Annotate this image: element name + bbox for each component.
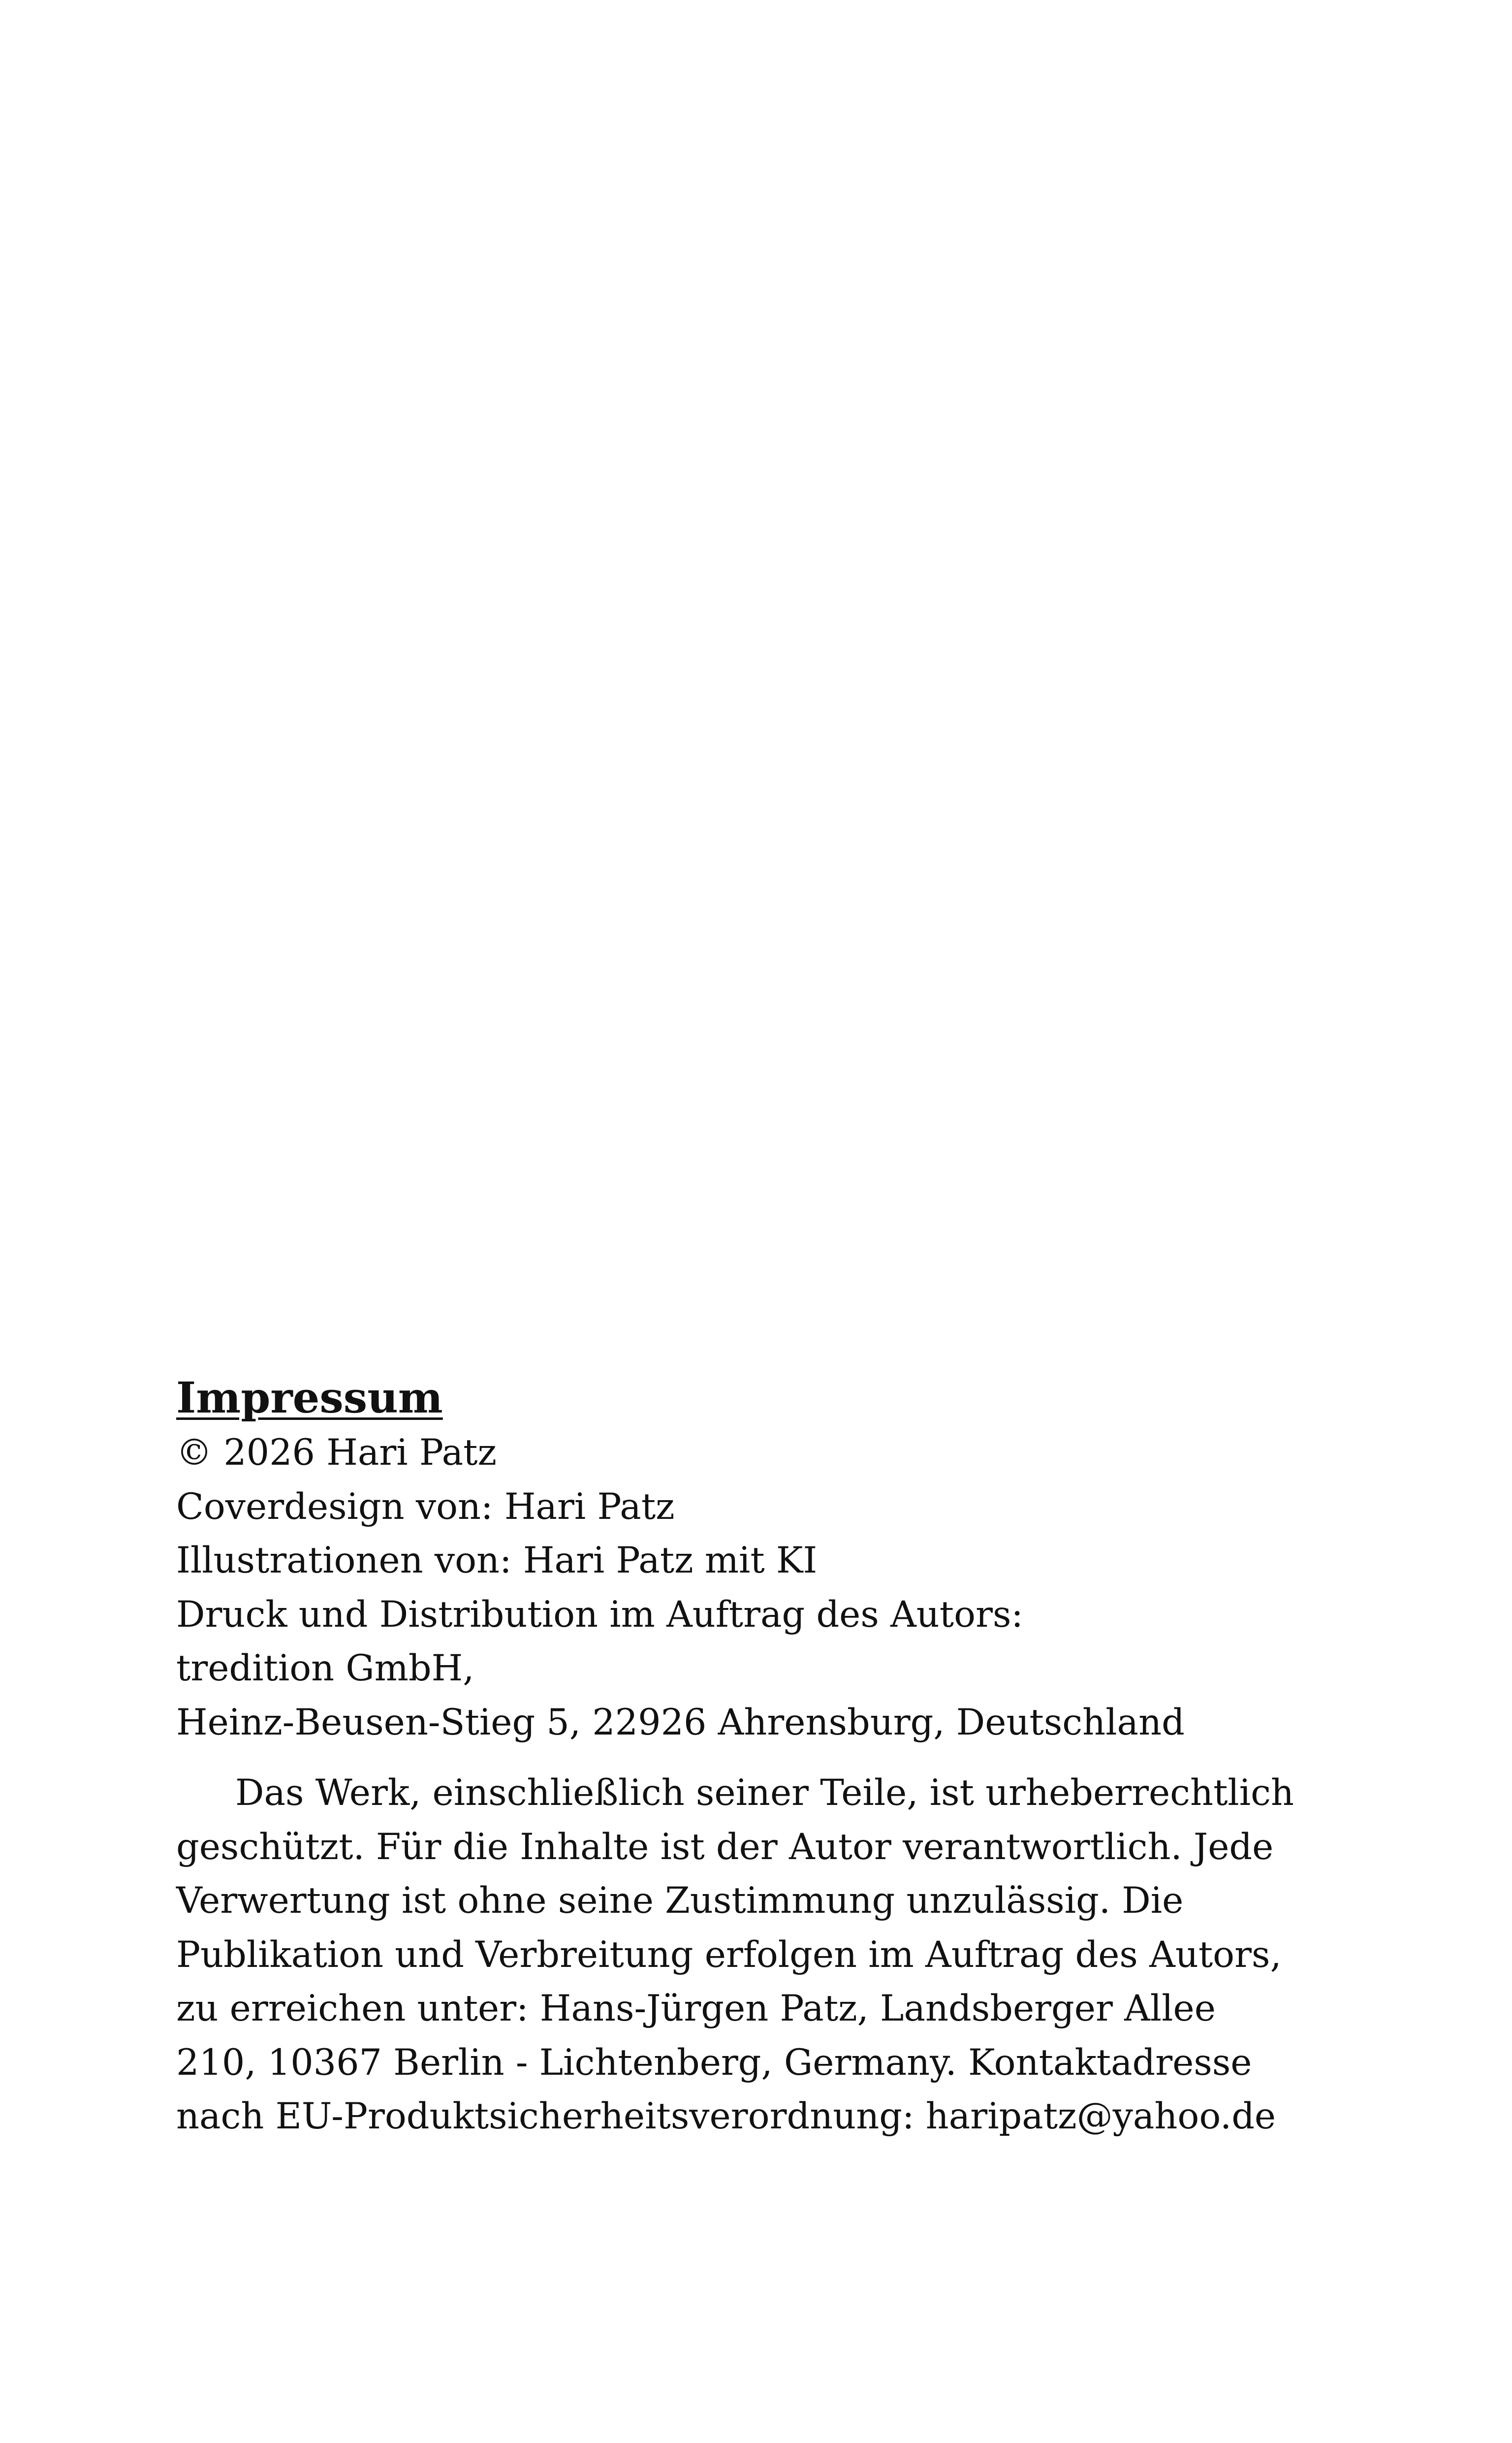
paragraph-line: 210, 10367 Berlin - Lichtenberg, Germany. Kontaktadresse bbox=[176, 2041, 1252, 2084]
print-distribution-line: Druck und Distribution im Auftrag des Autors: bbox=[176, 1593, 1024, 1636]
copyright-line: © 2026 Hari Patz bbox=[176, 1432, 497, 1474]
illustrations-line: Illustrationen von: Hari Patz mit KI bbox=[176, 1540, 818, 1581]
cover-design-line: Coverdesign von: Hari Patz bbox=[176, 1485, 675, 1528]
publisher-address-line: Heinz-Beusen-Stieg 5, 22926 Ahrensburg, Deutschland bbox=[176, 1701, 1185, 1743]
paragraph-line: Verwertung ist ohne seine Zustimmung unzulässig. Die bbox=[176, 1880, 1184, 1922]
paragraph-line-contact: nach EU-Produktsicherheitsverordnung: haripatz@yahoo.de bbox=[176, 2095, 1276, 2137]
copyright-notice-paragraph bbox=[176, 1766, 1338, 2144]
paragraph-line: geschützt. Für die Inhalte ist der Autor verantwortlich. Jede bbox=[176, 1826, 1274, 1868]
impressum-title: Impressum bbox=[176, 1373, 443, 1423]
paragraph-line: zu erreichen unter: Hans-Jürgen Patz, Landsberger Allee bbox=[176, 1988, 1216, 2029]
publisher-name-line: tredition GmbH, bbox=[176, 1647, 474, 1689]
impressum-details bbox=[176, 1426, 1338, 1749]
paragraph-line: Das Werk, einschließlich seiner Teile, ist urheberrechtlich bbox=[235, 1772, 1294, 1814]
paragraph-line: Publikation und Verbreitung erfolgen im Auftrag des Autors, bbox=[176, 1933, 1282, 1976]
impressum-section bbox=[176, 1371, 1338, 2144]
